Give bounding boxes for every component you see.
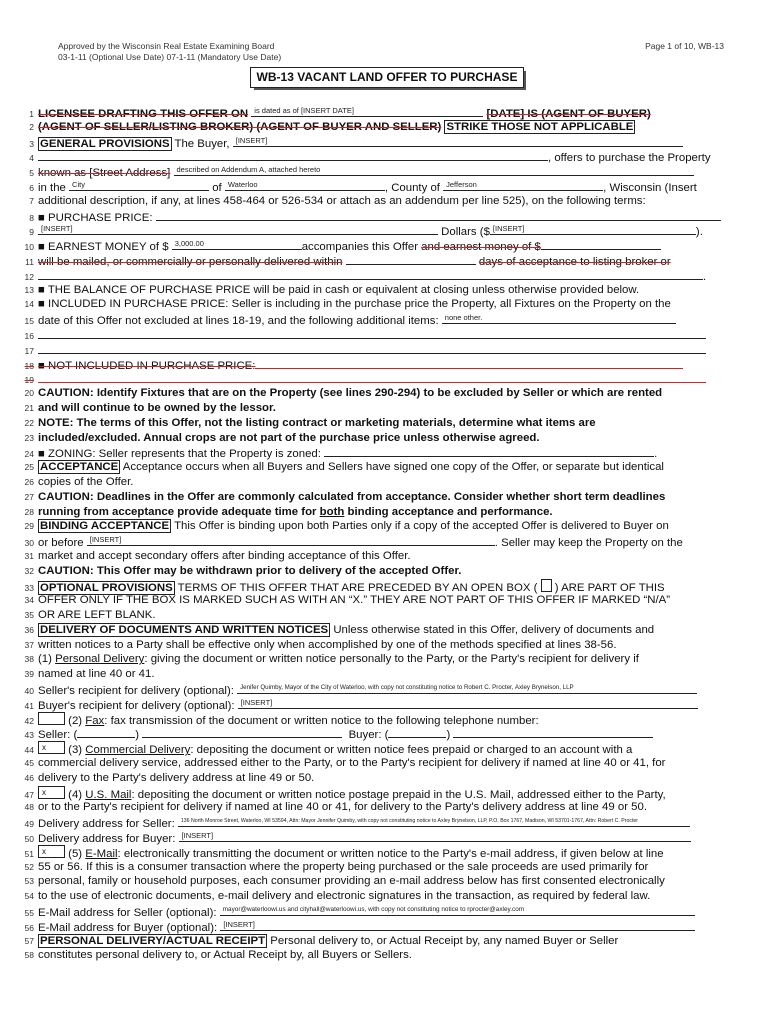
line-5: 5 known as [Street Address] described on Addendum A, attached hereto — [16, 164, 731, 179]
purchase-price-label: ■ PURCHASE PRICE: — [38, 211, 156, 224]
us-mail-label: U.S. Mail — [85, 788, 132, 801]
personal-delivery-cont: named at line 40 or 41. — [38, 668, 155, 681]
buyer-label: The Buyer, — [171, 137, 233, 150]
zoning-field[interactable] — [324, 445, 654, 457]
email-text-cont: 55 or 56. If this is a consumer transaction where the property being purchased or the sale proceeds are used primarily for — [38, 860, 649, 873]
commercial-delivery-text: : depositing the document or written notice fees prepaid or charged to an account with a — [190, 744, 633, 757]
line-34: 34 OFFER ONLY IF THE BOX IS MARKED SUCH AS WITH AN “X.” THEY ARE NOT PART OF THIS OFFER IF MARKED “N/A” — [24, 594, 671, 607]
method-3-number: (3) — [65, 744, 86, 757]
binding-date-field[interactable]: [INSERT] — [87, 534, 495, 546]
line-2: 2 (AGENT OF SELLER/LISTING BROKER) (AGENT OF BUYER AND SELLER) STRIKE THOSE NOT APPLICABLE — [29, 120, 634, 133]
fax-text: : fax transmission of the document or written notice to the following telephone number: — [104, 714, 539, 727]
in-the-label: in the — [38, 181, 70, 194]
fax-label: Fax — [85, 714, 105, 727]
line-55: 55 E-Mail address for Seller (optional): mayor@waterloowi.us and cityhall@waterloowi.us, with copy not constituting notice to rprocter@axley.com — [16, 904, 731, 919]
commercial-delivery-label: Commercial Delivery — [85, 744, 191, 757]
page-number: Page 1 of 10, WB-13 — [645, 41, 724, 51]
line-31: 31 market and accept secondary offers after binding acceptance of this Offer. — [24, 549, 411, 562]
line-9: 9 [INSERT] Dollars ($ [INSERT] ). — [29, 224, 703, 239]
line-49: 49 Delivery address for Seller: 136 North Monroe Street, Waterloo, WI 53594, Attn: Mayor Jennifer Quimby, with copy not constituting notice to Axley Brynelson, LLP, P.O. Box 1767, Madison, WI 53701-1767, Attn: Robert C. Procter — [16, 815, 731, 830]
line-13: 13 ■ THE BALANCE OF PURCHASE PRICE will be paid in cash or equivalent at closing unless otherwise provided below. — [24, 283, 640, 296]
line-46: 46 delivery to the Party's delivery address at line 49 or 50. — [24, 771, 315, 784]
open-box-icon — [541, 579, 552, 592]
accompanies-label: accompanies this Offer — [301, 241, 422, 254]
line-16: 16 — [16, 327, 731, 342]
additional-items-field-2[interactable] — [38, 327, 706, 339]
strike-instruction: STRIKE THOSE NOT APPLICABLE — [446, 120, 634, 133]
caution-deadlines-cont: running from acceptance provide adequate time for — [38, 505, 320, 518]
buyer-recipient-field[interactable]: [INSERT] — [238, 697, 698, 709]
email-text: : electronically transmitting the document or written notice to the Party's e-mail address, if given below at line — [117, 847, 664, 860]
buyer-fax-area-field[interactable] — [388, 726, 446, 738]
optional-provisions-cont: OFFER ONLY IF THE BOX IS MARKED SUCH AS WITH AN “X.” THEY ARE NOT PART OF THIS OFFER IF MARKED “N/A” — [38, 594, 671, 607]
seller-recipient-label: Seller's recipient for delivery (optional): — [38, 685, 238, 698]
us-mail-checkbox[interactable] — [38, 786, 65, 799]
form-title: WB-13 VACANT LAND OFFER TO PURCHASE — [250, 67, 524, 88]
seller-address-field[interactable]: 136 North Monroe Street, Waterloo, WI 53594, Attn: Mayor Jennifer Quimby, with copy not constituting notice to Axley Brynelson, LLP, P.O. Box 1767, Madison, WI 53701-1767, Attn: Robert C. Procter — [178, 815, 690, 827]
buyer-fax-paren: ) — [446, 729, 454, 742]
acceptance-text-cont: copies of the Offer. — [38, 475, 134, 488]
offers-to-purchase: , offers to purchase the Property — [548, 152, 711, 165]
buyer-email-label: E-Mail address for Buyer (optional): — [38, 921, 221, 934]
personal-delivery-label: Personal Delivery — [55, 653, 145, 666]
county-label: , County of — [384, 181, 444, 194]
included-text: ■ INCLUDED IN PURCHASE PRICE: Seller is including in the purchase price the Property, all Fixtures on the Property on the — [38, 298, 671, 311]
buyer-recipient-label: Buyer's recipient for delivery (optional): — [38, 699, 238, 712]
seller-fax-label: Seller: ( — [38, 729, 78, 742]
acceptance-heading: ACCEPTANCE — [40, 461, 119, 474]
line-11: 11 will be mailed, or commercially or personally delivered within days of acceptance to listing broker or — [16, 253, 731, 268]
earnest-money-field[interactable]: 3,000.00 — [172, 238, 302, 250]
line-30: 30 or before [INSERT] . Seller may keep the Property on the — [24, 535, 683, 550]
header-approval — [58, 41, 281, 63]
county-field[interactable]: Jefferson — [443, 179, 603, 191]
delivery-text: Unless otherwise stated in this Offer, delivery of documents and — [330, 623, 655, 636]
line-12-field[interactable] — [38, 268, 703, 280]
line-45: 45 commercial delivery service, addressed either to the Party, or to the Party's recipient for delivery if named at line 40 or 41, for — [24, 757, 666, 770]
line-25: 25 ACCEPTANCE Acceptance occurs when all Buyers and Sellers have signed one copy of the Offer, or separate but identical — [24, 461, 664, 474]
line-20: 20 CAUTION: Identify Fixtures that are on the Property (see lines 290-294) to be excluded by Seller or which are rented — [24, 387, 663, 400]
buyer-address-field[interactable]: [INSERT] — [179, 830, 691, 842]
line-58: 58 constitutes personal delivery to, or Actual Receipt by, all Buyers or Sellers. — [24, 949, 412, 962]
personal-delivery-receipt-cont: constitutes personal delivery to, or Actual Receipt by, all Buyers or Sellers. — [38, 949, 412, 962]
close-paren: ). — [695, 226, 703, 239]
purchase-price-words-field-cont[interactable]: [INSERT] — [38, 223, 438, 235]
caution-deadlines-end: binding acceptance and performance. — [344, 505, 553, 518]
buyer-fax-label: Buyer: ( — [348, 729, 389, 742]
buyer-fax-number-field[interactable] — [453, 726, 653, 738]
personal-delivery-text: : giving the document or written notice personally to the Party, or the Party's recipient for delivery if — [144, 653, 639, 666]
line-12: 12 . — [16, 268, 731, 283]
line-51: 51 x (5) E-Mail: electronically transmitting the document or written notice to the Party's e-mail address, if given below at line — [24, 846, 664, 860]
commercial-delivery-end: delivery to the Party's delivery address at line 49 or 50. — [38, 771, 315, 784]
buyer-field-cont[interactable] — [38, 149, 548, 161]
street-address-label: known as [Street Address] — [38, 167, 171, 180]
seller-email-label: E-Mail address for Seller (optional): — [38, 907, 220, 920]
line-7: 7 additional description, if any, at lines 458-464 or 526-534 or attach as an addendum per line 525), on the following terms: — [29, 194, 646, 207]
buyer-email-field[interactable]: [INSERT] — [220, 919, 695, 931]
agent-of-buyer-label: [DATE] IS (AGENT OF BUYER) — [486, 108, 651, 120]
buyer-field[interactable]: [INSERT] — [233, 135, 683, 147]
seller-may-keep-text: . Seller may keep the Property on the — [494, 537, 683, 550]
buyer-address-label: Delivery address for Buyer: — [38, 833, 179, 846]
zoning-label: ■ ZONING: Seller represents that the Property is zoned: — [38, 448, 325, 461]
line-56: 56 E-Mail address for Buyer (optional): [INSERT] — [16, 919, 731, 934]
email-text-cont-3: to the use of electronic documents, e-mail delivery and electronic signatures in the transaction, as required by federal law. — [38, 890, 651, 903]
line-39: 39 named at line 40 or 41. — [24, 668, 155, 681]
delivery-heading: DELIVERY OF DOCUMENTS AND WRITTEN NOTICES — [40, 623, 329, 636]
commercial-delivery-checkbox[interactable] — [38, 741, 65, 754]
caution-fixtures: CAUTION: Identify Fixtures that are on the Property (see lines 290-294) to be excluded by Seller or which are rented — [38, 387, 663, 400]
binding-acceptance-text: This Offer is binding upon both Parties only if a copy of the accepted Offer is delivered to Buyer on — [171, 520, 669, 533]
binding-acceptance-heading: BINDING ACCEPTANCE — [40, 520, 170, 533]
check-x-icon: x — [42, 787, 46, 797]
optional-provisions-end: OR ARE LEFT BLANK. — [38, 609, 156, 622]
approval-text: Approved by the Wisconsin Real Estate Examining Board — [58, 41, 275, 51]
line-48: 48 or to the Party's recipient for delivery if named at line 40 or 41, for delivery to the Party's delivery address at line 49 or 50. — [24, 801, 647, 814]
additional-items-field[interactable]: none other. — [442, 312, 676, 324]
method-5-number: (5) — [65, 847, 86, 860]
caution-withdrawn: CAUTION: This Offer may be withdrawn prior to delivery of the accepted Offer. — [38, 564, 462, 577]
not-included-field[interactable] — [255, 357, 683, 369]
line-27: 27 CAUTION: Deadlines in the Offer are commonly calculated from acceptance. Consider whether short term deadlines — [24, 490, 666, 503]
agent-options: (AGENT OF SELLER/LISTING BROKER) (AGENT OF BUYER AND SELLER) — [38, 120, 442, 133]
line-4: 4 , offers to purchase the Property — [16, 149, 731, 164]
email-text-cont-2: personal, family or household purposes, each consumer providing an e-mail address below has first consented electronically — [38, 875, 665, 888]
or-before-label: or before — [38, 537, 87, 550]
earnest-money-label: ■ EARNEST MONEY of $ — [38, 241, 172, 254]
not-included-label: ■ NOT INCLUDED IN PURCHASE PRICE: — [38, 359, 256, 372]
additional-description-text: additional description, if any, at lines 458-464 or 526-534 or attach as an addendum per line 525), on the following terms: — [38, 194, 646, 207]
seller-fax-number-field[interactable] — [142, 726, 342, 738]
city-field[interactable]: Waterloo — [225, 179, 385, 191]
commercial-delivery-cont: commercial delivery service, addressed either to the Party, or to the Party's recipient for delivery if named at line 40 or 41, for — [38, 757, 666, 770]
municipality-type-field[interactable]: City — [69, 179, 209, 191]
line-18: 18 ■ NOT INCLUDED IN PURCHASE PRICE: — [16, 357, 731, 372]
additional-earnest-label: and earnest money of $ — [421, 241, 541, 254]
wisconsin-label: , Wisconsin (Insert — [603, 181, 697, 194]
line-42: 42 (2) Fax: fax transmission of the document or written notice to the following telephone number: — [16, 712, 731, 727]
purchase-price-number-field[interactable]: [INSERT] — [490, 223, 696, 235]
line-10: 10 ■ EARNEST MONEY of $ 3,000.00 accompanies this Offer and earnest money of $ — [16, 238, 731, 253]
offer-body — [16, 105, 731, 963]
seller-email-field[interactable]: mayor@waterloowi.us and cityhall@waterloowi.us, with copy not constituting notice to rprocter@axley.com — [220, 904, 695, 916]
line-38: 38 (1) Personal Delivery: giving the document or written notice personally to the Party, or the Party's recipient for delivery if — [24, 653, 639, 666]
line-35: 35 OR ARE LEFT BLANK. — [24, 609, 156, 622]
days-field[interactable] — [346, 253, 476, 265]
personal-delivery-receipt-heading: PERSONAL DELIVERY/ACTUAL RECEIPT — [40, 934, 266, 947]
line-57: 57 PERSONAL DELIVERY/ACTUAL RECEIPT Personal delivery to, or Actual Receipt by, any named Buyer or Seller — [24, 934, 619, 947]
note-terms-cont: included/excluded. Annual crops are not part of the purchase price unless otherwise agreed. — [38, 431, 540, 444]
line-14: 14 ■ INCLUDED IN PURCHASE PRICE: Seller is including in the purchase price the Property, all Fixtures on the Property on the — [24, 298, 671, 311]
secondary-offers-text: market and accept secondary offers after binding acceptance of this Offer. — [38, 549, 411, 562]
note-terms: NOTE: The terms of this Offer, not the listing contract or marketing materials, determine what items are — [38, 416, 596, 429]
line-23: 23 included/excluded. Annual crops are not part of the purchase price unless otherwise agreed. — [24, 431, 540, 444]
fax-checkbox[interactable] — [38, 712, 65, 725]
optional-provisions-heading: OPTIONAL PROVISIONS — [40, 581, 173, 594]
check-x-icon: x — [42, 743, 46, 753]
dollars-label: Dollars ($ — [438, 226, 490, 239]
line-50: 50 Delivery address for Buyer: [INSERT] — [16, 830, 731, 845]
form-title-box — [250, 67, 530, 90]
seller-fax-area-field[interactable] — [77, 726, 135, 738]
line-28: 28 running from acceptance provide adequate time for both binding acceptance and performance. — [24, 505, 553, 518]
purchase-price-words-field[interactable] — [156, 209, 721, 221]
days-of-acceptance-text: days of acceptance to listing broker or — [478, 255, 671, 268]
line-33: 33 OPTIONAL PROVISIONS TERMS OF THIS OFFER THAT ARE PRECEDED BY AN OPEN BOX ( ) ARE PART OF THIS — [16, 579, 731, 594]
line-47: 47 x (4) U.S. Mail: depositing the document or written notice postage prepaid in the U.S. Mail, addressed either to the Party, — [24, 787, 666, 801]
line-32: 32 CAUTION: This Offer may be withdrawn prior to delivery of the accepted Offer. — [24, 564, 462, 577]
line-36: 36 DELIVERY OF DOCUMENTS AND WRITTEN NOTICES Unless otherwise stated in this Offer, delivery of documents and — [24, 623, 655, 636]
line-54: 54 to the use of electronic documents, e-mail delivery and electronic signatures in the transaction, as required by federal law. — [24, 890, 651, 903]
line-22: 22 NOTE: The terms of this Offer, not the listing contract or marketing materials, determine what items are — [24, 416, 596, 429]
line-37: 37 written notices to a Party shall be effective only when accomplished by one of the methods specified at lines 38-56. — [24, 638, 617, 651]
balance-text: ■ THE BALANCE OF PURCHASE PRICE will be paid in cash or equivalent at closing unless otherwise provided below. — [38, 283, 640, 296]
acceptance-text: Acceptance occurs when all Buyers and Sellers have signed one copy of the Offer, or separate but identical — [120, 461, 664, 474]
additional-items-field-3[interactable] — [38, 342, 706, 354]
line-53: 53 personal, family or household purposes, each consumer providing an e-mail address below has first consented electronically — [24, 875, 665, 888]
licensee-field[interactable]: is dated as of [INSERT DATE] — [251, 105, 483, 117]
seller-address-label: Delivery address for Seller: — [38, 818, 178, 831]
seller-recipient-field[interactable]: Jenifer Quimby, Mayor of the City of Waterloo, with copy not constituting notice to Robert C. Procter, Axley Brynelson, LLP — [237, 682, 697, 694]
line-19: 19 — [16, 371, 731, 386]
personal-delivery-receipt-text: Personal delivery to, or Actual Receipt by, any named Buyer or Seller — [267, 934, 619, 947]
optional-provisions-text: TERMS OF THIS OFFER THAT ARE PRECEDED BY AN OPEN BOX ( — [174, 581, 538, 594]
line-40: 40 Seller's recipient for delivery (optional): Jenifer Quimby, Mayor of the City of Waterloo, with copy not constituting notice to Robert C. Procter, Axley Brynelson, LLP — [16, 682, 731, 697]
method-2-number: (2) — [65, 714, 86, 727]
seller-fax-paren: ) — [135, 729, 143, 742]
caution-fixtures-cont: and will continue to be owned by the lessor. — [38, 401, 276, 414]
line-21: 21 and will continue to be owned by the lessor. — [24, 401, 276, 414]
street-address-field[interactable]: described on Addendum A, attached hereto — [174, 164, 694, 176]
optional-provisions-text-2: ) ARE PART OF THIS — [554, 581, 665, 594]
both-word: both — [319, 505, 345, 518]
email-label: E-Mail — [85, 847, 118, 860]
line-26: 26 copies of the Offer. — [24, 475, 134, 488]
mailed-within-text: will be mailed, or commercially or personally delivered within — [38, 255, 343, 268]
of-label: of — [209, 181, 225, 194]
line-1: 1 LICENSEE DRAFTING THIS OFFER ON is dated as of [INSERT DATE] [DATE] IS (AGENT OF BUYER) — [29, 106, 651, 120]
line-6: 6 in the City of Waterloo , County of Jefferson , Wisconsin (Insert — [29, 179, 697, 194]
method-1-number: (1) — [38, 653, 56, 666]
line-44: 44 x (3) Commercial Delivery: depositing the document or written notice fees prepaid or charged to an account with a — [24, 743, 633, 757]
line-52: 52 55 or 56. If this is a consumer transaction where the property being purchased or the sale proceeds are used primarily for — [24, 860, 649, 873]
line-24: 24 ■ ZONING: Seller represents that the Property is zoned: . — [16, 445, 731, 460]
licensee-label: LICENSEE DRAFTING THIS OFFER ON — [38, 108, 249, 120]
line-41: 41 Buyer's recipient for delivery (optional): [INSERT] — [16, 697, 731, 712]
email-checkbox[interactable] — [38, 845, 65, 858]
line-43: 43 Seller: ( ) Buyer: ( ) — [16, 726, 731, 741]
included-text-cont: date of this Offer not excluded at lines 18-19, and the following additional items: — [38, 315, 442, 328]
method-4-number: (4) — [65, 788, 86, 801]
not-included-field-2[interactable] — [38, 371, 706, 383]
check-x-icon: x — [42, 846, 46, 856]
additional-earnest-field[interactable] — [541, 238, 661, 250]
caution-deadlines: CAUTION: Deadlines in the Offer are commonly calculated from acceptance. Consider whether short term deadlines — [38, 490, 666, 503]
line-15: 15 date of this Offer not excluded at lines 18-19, and the following additional items: none other. — [16, 312, 731, 327]
delivery-text-cont: written notices to a Party shall be effective only when accomplished by one of the methods specified at lines 38-56. — [38, 638, 617, 651]
line-29: 29 BINDING ACCEPTANCE This Offer is binding upon both Parties only if a copy of the accepted Offer is delivered to Buyer on — [24, 520, 669, 533]
line-17: 17 — [16, 342, 731, 357]
use-dates: 03-1-11 (Optional Use Date) 07-1-11 (Mandatory Use Date) — [58, 52, 282, 62]
us-mail-cont: or to the Party's recipient for delivery if named at line 40 or 41, for delivery to the Party's delivery address at line 49 or 50. — [38, 801, 647, 814]
line-3: 3 GENERAL PROVISIONS The Buyer, [INSERT] — [16, 135, 731, 150]
general-provisions-heading: GENERAL PROVISIONS — [40, 137, 170, 150]
line-8: 8 ■ PURCHASE PRICE: — [16, 209, 731, 224]
us-mail-text: : depositing the document or written notice postage prepaid in the U.S. Mail, addressed either to the Party, — [131, 788, 666, 801]
